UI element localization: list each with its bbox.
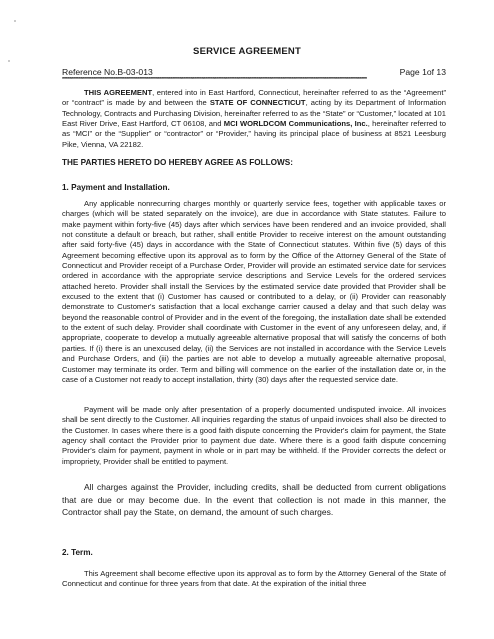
section-1-paragraph-3: All charges against the Provider, including credits, shall be deducted from current obligations that are due or may become due. In the event that collection is not made in this manner, the Contractor shall pay the State, on demand, the amount of such charges. xyxy=(62,482,446,518)
intro-bold-state: STATE OF CONNECTICUT xyxy=(209,98,306,108)
intro-text-a: , entered into in East Hartford, Connecticut, hereinafter referred to as the “Agreement” or “contract” is made by and between the xyxy=(62,88,446,108)
asterisk-divider: ********************************************************************************************************************************************************************** xyxy=(62,77,367,83)
section-1-paragraph-2: Payment will be made only after presentation of a properly documented undisputed invoice. All invoices shall be sent directly to the Customer. All inquiries regarding the status of unpaid invoices shall also be directed to the Customer. In cases where there is a good faith dispute concerning the Provider's claim for payment, the State agency shall contact the Provider prior to payment due date. Where there is a good faith dispute concerning Provider's claim for payment, payment in whole or in part may be withheld. If the Provider corrects the defect or impropriety, Provider shall be entitled to payment. xyxy=(62,405,446,466)
reference-number: Reference No.B-03-013 xyxy=(62,67,153,77)
intro-paragraph xyxy=(62,88,446,150)
section-2-paragraph-1: This Agreement shall become effective upon its approval as to form by the Attorney General of the State of Connecticut and continue for three years from that date. At the expiration of the initial three xyxy=(62,569,446,589)
scan-speck xyxy=(14,20,16,22)
intro-text-c: , hereinafter referred to as “MCI” or the “Supplier” or “contractor” or “Provider,” having its principal place of business at 8521 Leesburg Pike, Vienna, VA 22182. xyxy=(62,119,446,149)
agree-heading: THE PARTIES HERETO DO HEREBY AGREE AS FOLLOWS: xyxy=(62,158,293,167)
scan-speck xyxy=(8,60,10,62)
page-number: Page 1of 13 xyxy=(399,67,446,77)
section-2-heading: 2. Term. xyxy=(62,548,93,557)
intro-text-b: , acting by its Department of Information Technology, Contracts and Purchasing Division, hereinafter referred to as the “State” or “Customer,” located at 101 East River Drive, East Hartford, CT 06108, and xyxy=(62,98,446,129)
section-1-paragraph-1: Any applicable nonrecurring charges monthly or quarterly service fees, together with applicable taxes or charges (which will be stated separately on the invoice), are due in accordance with State statutes. Failure to make payment within forty-five (45) days after which services have been rendered and an invoice provided, shall not constitute a default or breach, but rather, shall entitle Provider to receive interest on the amount outstanding after said forty-five (45) days in accordance with the State of Connecticut statutes. Within five (5) days of this Agreement becoming effective upon its approval as to form by the Office of the Attorney General of the State of Connecticut and Provider receipt of a Purchase Order, Provider will provide an estimated service date for services ordered in accordance with the appropriate service descriptions and Service Levels for the ordered services attached hereto. Provider shall install the Services by the estimated service date provided that Provider shall be excused to the extent that (i) Customer has caused or contributed to a delay, or (ii) Provider can reasonably demonstrate to Customer's satisfaction that a local exchange carrier caused a delay and that such delay was beyond the reasonable control of Provider and in the event of the foregoing, the installation date shall be extended to the extent of such delay. Provider shall coordinate with Customer in the event of any unforeseen delay, and, if appropriate, cooperate to develop a mutually agreeable alternative proposal that will satisfy the concerns of both parties. If (i) there is an unexcused delay, (ii) the Services are not installed in accordance with the Service Levels and Purchase Orders, and (iii) the parties are not able to develop a mutually agreeable alternative proposal, Customer may terminate its order. Term and billing will commence on the earlier of the installation date or, in the case of a Customer not ready to accept installation, thirty (30) days after the requested service date. xyxy=(62,199,446,384)
section-1-heading: 1. Payment and Installation. xyxy=(62,183,170,192)
document-title: SERVICE AGREEMENT xyxy=(193,46,301,57)
intro-bold-mci: MCI WORLDCOM Communications, Inc. xyxy=(223,119,368,129)
intro-bold-this-agreement: THIS AGREEMENT xyxy=(84,88,153,97)
